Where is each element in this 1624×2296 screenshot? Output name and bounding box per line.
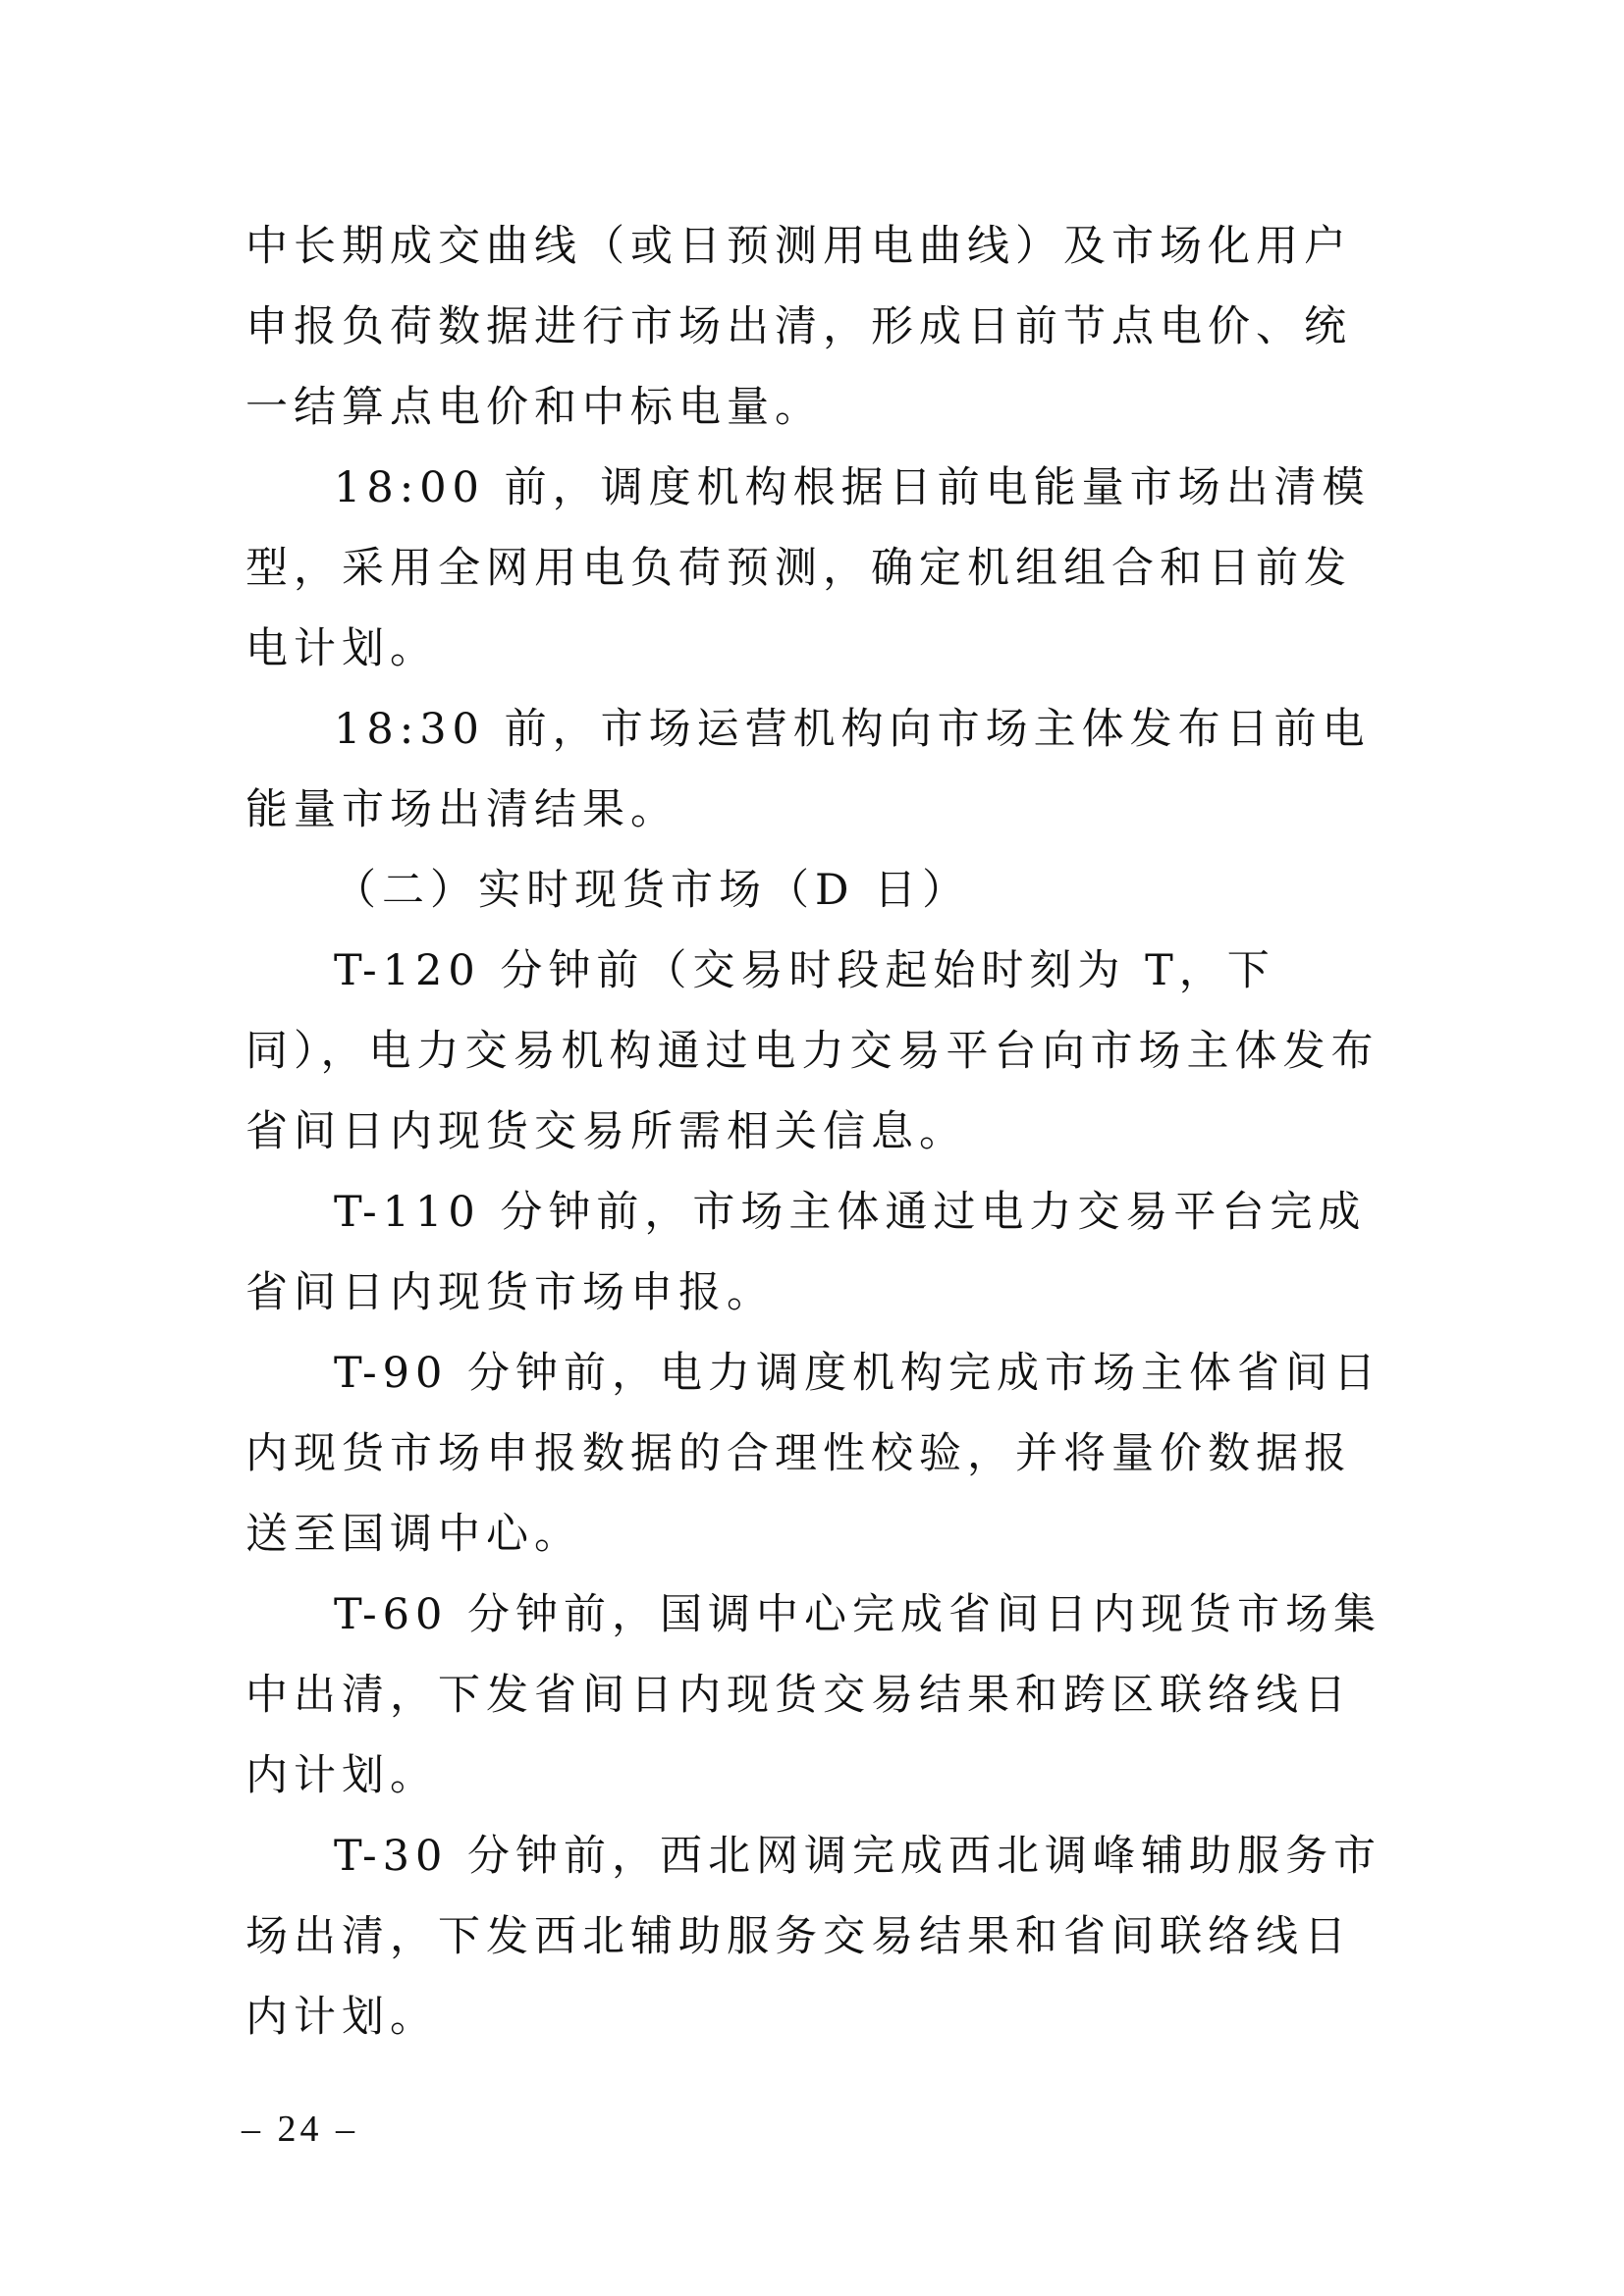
section-paragraph-2: T-110 分钟前，市场主体通过电力交易平台完成省间日内现货市场申报。 (245, 1188, 1367, 1317)
section-paragraph-3: T-90 分钟前，电力调度机构完成市场主体省间日内现货市场申报数据的合理性校验，并将量价数据报送至国调中心。 (245, 1349, 1382, 1559)
section-paragraph-4: T-60 分钟前，国调中心完成省间日内现货市场集中出清，下发省间日内现货交易结果和跨区联络线日内计划。 (245, 1590, 1382, 1800)
section-paragraph-1: T-120 分钟前（交易时段起始时刻为 T，下同），电力交易机构通过电力交易平台向市场主体发布省间日内现货交易所需相关信息。 (245, 946, 1380, 1156)
body-paragraph-1: 中长期成交曲线（或日预测用电曲线）及市场化用户申报负荷数据进行市场出清，形成日前节点电价、统一结算点电价和中标电量。 (245, 222, 1352, 432)
body-paragraph-3: 18:30 前，市场运营机构向市场主体发布日前电能量市场出清结果。 (245, 705, 1371, 834)
section-heading: （二）实时现货市场（D 日） (334, 866, 971, 915)
body-paragraph-2: 18:00 前，调度机构根据日前电能量市场出清模型，采用全网用电负荷预测，确定机组组合和日前发电计划。 (245, 463, 1371, 673)
page-number: – 24 – (242, 2109, 358, 2150)
section-paragraph-5: T-30 分钟前，西北网调完成西北调峰辅助服务市场出清，下发西北辅助服务交易结果和省间联络线日内计划。 (245, 1832, 1382, 2042)
document-body (245, 206, 1384, 2057)
